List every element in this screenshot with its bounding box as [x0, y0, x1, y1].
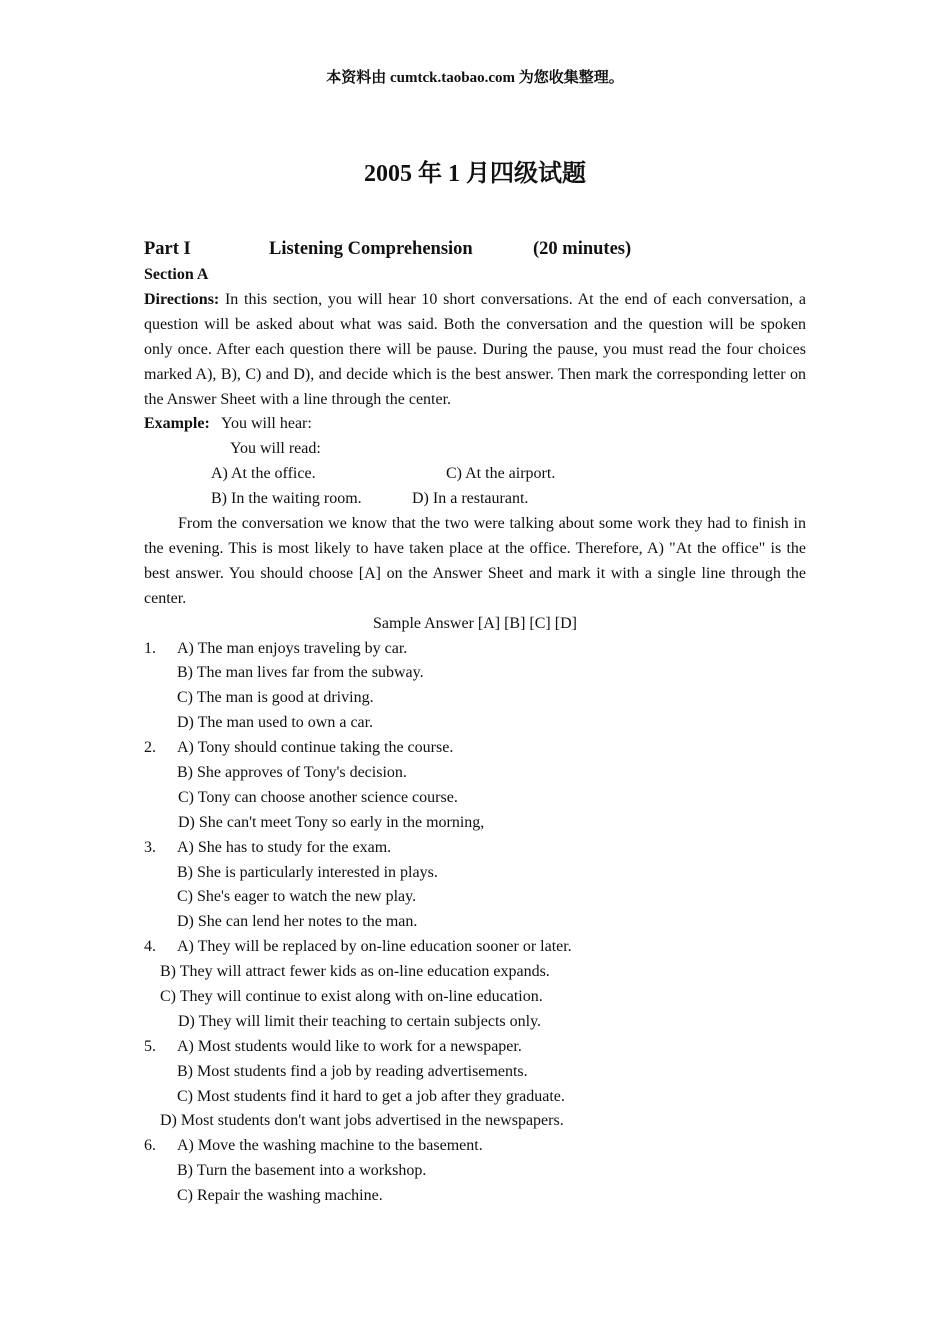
option-a: A) Move the washing machine to the basement. — [177, 1137, 483, 1155]
option-a: A) Tony should continue taking the course. — [177, 739, 454, 757]
option-c: C) Tony can choose another science course. — [178, 788, 458, 806]
question-number: 4. — [144, 938, 156, 956]
question-number: 1. — [144, 639, 156, 657]
section-heading: Section A — [144, 266, 209, 283]
option-c: C) They will continue to exist along with on-line education. — [160, 988, 543, 1005]
question-number: 2. — [144, 739, 156, 757]
example-label: Example: — [144, 415, 210, 433]
option-a: A) They will be replaced by on-line education sooner or later. — [177, 938, 572, 956]
question-6 — [144, 1134, 806, 1159]
option-row — [144, 1060, 806, 1085]
example-option-d: D) In a restaurant. — [412, 490, 529, 508]
option-c: C) Repair the washing machine. — [177, 1187, 383, 1205]
option-b: B) She approves of Tony's decision. — [177, 763, 407, 781]
directions-text: In this section, you will hear 10 short conversations. At the end of each conversation, a question will be asked about what was said. Both the conversation and the question will be spoken only once. After each question there will be pause. During the pause, you must read the four choices marked A), B), C) and D), and decide which is the best answer. Then mark the corresponding letter on the Answer Sheet with a line through the center. — [144, 290, 806, 408]
question-4 — [144, 935, 806, 960]
example-line — [144, 412, 806, 437]
question-number: 5. — [144, 1037, 156, 1055]
option-row — [144, 985, 806, 1010]
option-row — [144, 811, 806, 836]
example-option-a: A) At the office. — [211, 465, 316, 483]
question-5 — [144, 1035, 806, 1060]
option-c: C) She's eager to watch the new play. — [177, 888, 417, 906]
option-b: B) The man lives far from the subway. — [177, 664, 424, 682]
option-d: D) They will limit their teaching to certain subjects only. — [178, 1012, 542, 1030]
option-b: B) They will attract fewer kids as on-line education expands. — [160, 963, 550, 981]
example-options-row-2 — [144, 487, 806, 512]
option-d: D) Most students don't want jobs advertised in the newspapers. — [160, 1112, 564, 1130]
option-a: A) Most students would like to work for a newspaper. — [177, 1037, 522, 1055]
part-heading — [144, 235, 806, 263]
part-time: (20 minutes) — [533, 239, 632, 259]
option-b: B) Turn the basement into a workshop. — [177, 1162, 427, 1180]
option-row — [144, 861, 806, 886]
option-row — [144, 1184, 806, 1209]
example-read: You will read: — [230, 440, 321, 458]
question-1 — [144, 637, 806, 662]
option-b: B) She is particularly interested in plays. — [177, 863, 438, 881]
example-options-row-1 — [144, 462, 806, 487]
option-row — [144, 1109, 806, 1134]
option-row — [144, 1085, 806, 1110]
option-row — [144, 1010, 806, 1035]
option-row — [144, 686, 806, 711]
option-b: B) Most students find a job by reading advertisements. — [177, 1062, 528, 1080]
example-read-line — [144, 437, 806, 462]
question-number: 6. — [144, 1137, 156, 1155]
question-number: 3. — [144, 838, 156, 856]
option-c: C) The man is good at driving. — [177, 689, 374, 707]
document-body — [144, 235, 806, 1209]
option-row — [144, 661, 806, 686]
option-d: D) She can lend her notes to the man. — [177, 913, 418, 931]
option-row — [144, 885, 806, 910]
option-row — [144, 910, 806, 935]
question-2 — [144, 736, 806, 761]
part-label: Part I — [144, 239, 191, 259]
option-row — [144, 786, 806, 811]
example-option-c: C) At the airport. — [446, 465, 556, 483]
option-c: C) Most students find it hard to get a job after they graduate. — [177, 1087, 565, 1105]
directions-label: Directions: — [144, 290, 220, 308]
example-hear: You will hear: — [221, 415, 312, 433]
example-option-b: B) In the waiting room. — [211, 490, 362, 508]
option-a: A) The man enjoys traveling by car. — [177, 639, 408, 657]
option-d: D) She can't meet Tony so early in the morning, — [178, 813, 485, 831]
header-note: 本资料由 cumtck.taobao.com 为您收集整理。 — [326, 70, 624, 86]
option-row — [144, 761, 806, 786]
part-name: Listening Comprehension — [269, 239, 473, 259]
option-d: D) The man used to own a car. — [177, 714, 374, 732]
question-3 — [144, 836, 806, 861]
option-row — [144, 960, 806, 985]
sample-answer: Sample Answer [A] [B] [C] [D] — [373, 614, 577, 632]
option-a: A) She has to study for the exam. — [177, 838, 392, 856]
example-explanation: From the conversation we know that the two were talking about some work they had to finish in the evening. This is most likely to have taken place at the office. Therefore, A) "At the office" is the best answer. You should choose [A] on the Answer Sheet and mark it with a single line through the center. — [144, 515, 806, 607]
directions-paragraph — [144, 288, 806, 413]
document-title: 2005 年 1 月四级试题 — [364, 161, 586, 187]
option-row — [144, 711, 806, 736]
option-row — [144, 1159, 806, 1184]
